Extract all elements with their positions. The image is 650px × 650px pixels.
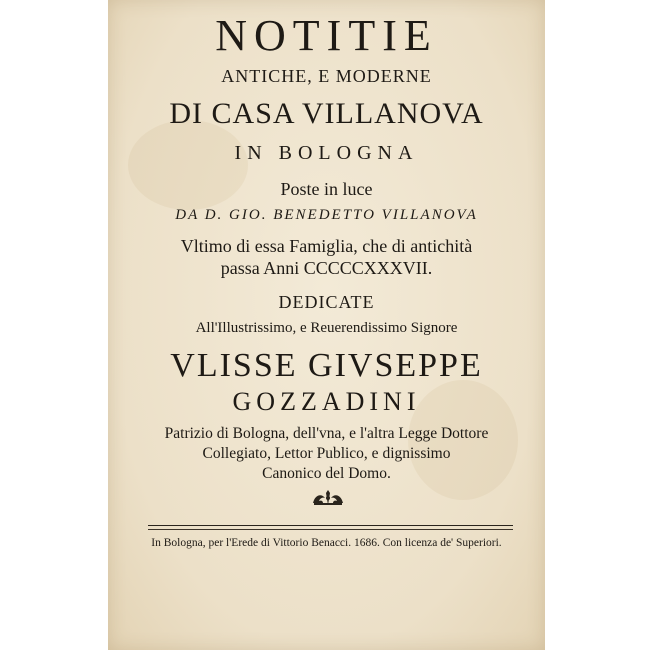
author-line: DA D. GIO. BENEDETTO VILLANOVA [175, 207, 478, 223]
imprint-rule-top [148, 525, 513, 526]
dedicate-heading: DEDICATE [278, 292, 375, 312]
subtitle-line-1: ANTICHE, E MODERNE [221, 66, 432, 86]
title-page [108, 0, 545, 650]
ultimo-line-1: Vltimo di essa Famiglia, che di antichità [180, 236, 473, 256]
ultimo-line-2: passa Anni CCCCCXXXVII. [220, 258, 433, 278]
subtitle-line-2: DI CASA VILLANOVA [169, 97, 484, 130]
poste-in-luce: Poste in luce [280, 179, 373, 199]
dedicatee-name-2: GOZZADINI [232, 387, 421, 416]
patrizio-line-2: Collegiato, Lettor Publico, e dignissimo [202, 445, 451, 462]
imprint-rule-bottom [148, 529, 513, 530]
printer-ornament-icon [311, 489, 345, 507]
dedicatee-name-1: VLISSE GIVSEPPE [170, 347, 483, 384]
patrizio-line-3: Canonico del Domo. [262, 465, 391, 482]
book-title: NOTITIE [215, 11, 438, 60]
imprint-line: In Bologna, per l'Erede di Vittorio Benacci. 1686. Con licenza de' Superiori. [151, 537, 502, 549]
patrizio-line-1: Patrizio di Bologna, dell'vna, e l'altra Legge Dottore [164, 425, 489, 442]
subtitle-line-3: IN BOLOGNA [234, 142, 419, 164]
dedicatee-title: All'Illustrissimo, e Reuerendissimo Signore [195, 320, 458, 336]
